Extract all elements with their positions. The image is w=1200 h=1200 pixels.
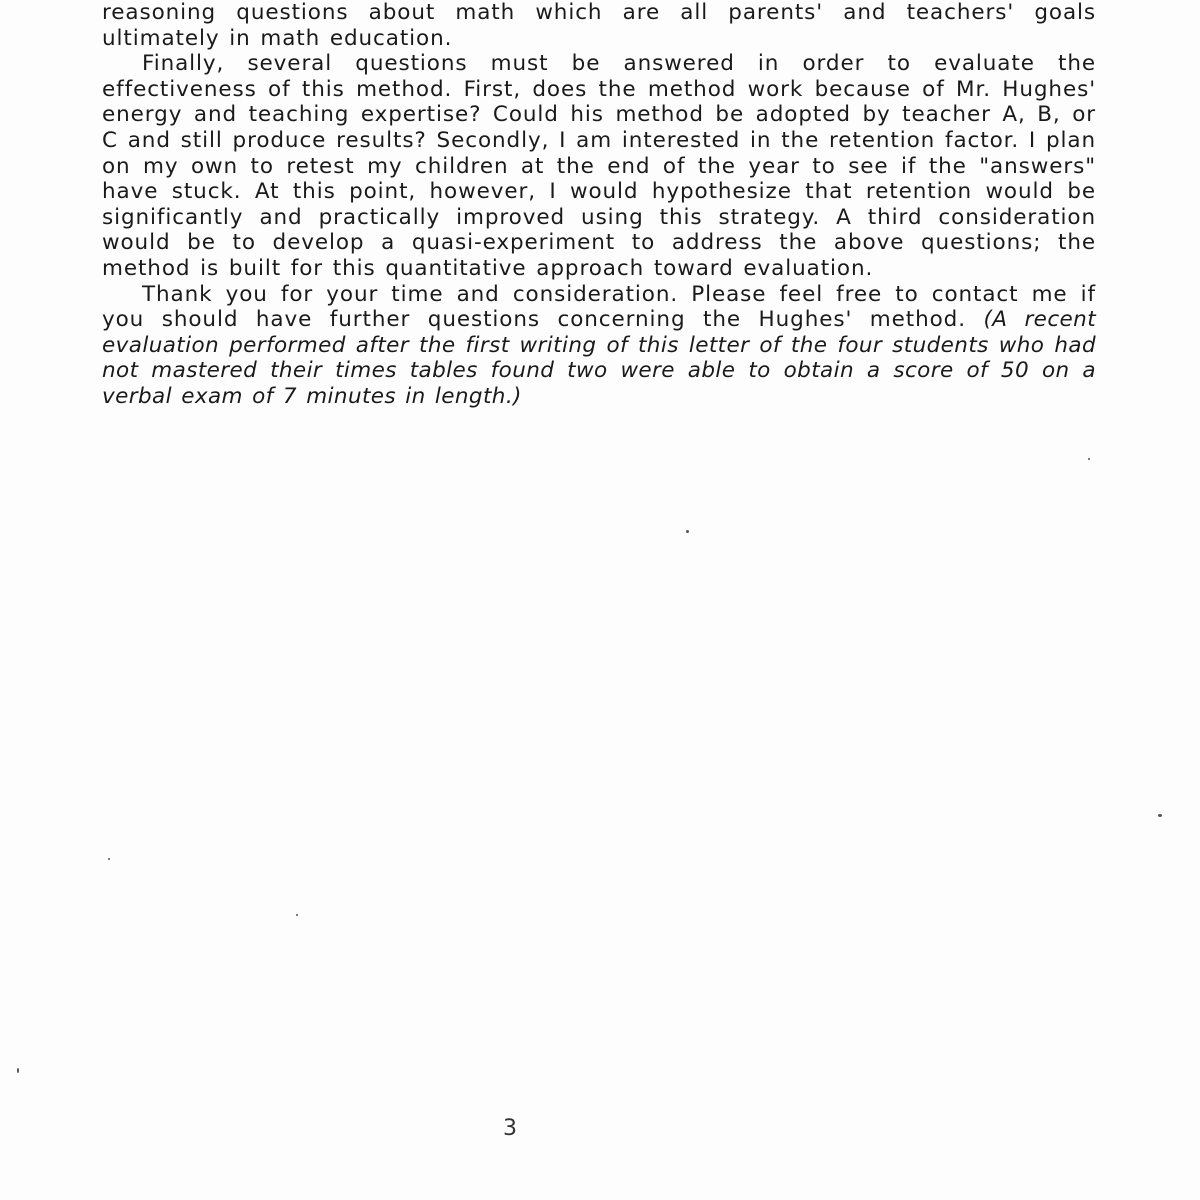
page-number: 3 <box>503 1116 517 1141</box>
scan-speck <box>686 530 689 533</box>
paragraph-evaluation-questions: Finally, several questions must be answered in order to evaluate the effectiveness of this method. First, does the method work because of Mr. Hughes' energy and teaching expertise? Could his method be adopted by teacher A, B, or C and still produce results? Secondly, I am interested in the retention factor. I plan on my own to retest my children at the end of the year to see if the "answers" have stuck. At this point, however, I would hypothesize that retention would be significantly and practically improved using this strategy. A third consideration would be to develop a quasi-experiment to address the above questions; the method is built for this quantitative approach toward evaluation. <box>102 51 1096 281</box>
evaluation-note: (A recent evaluation performed after the first writing of this letter of the four students who had not mastered their times tables found two were able to obtain a score of 50 on a verbal exam of 7 minutes in length.) <box>102 307 1097 409</box>
scan-speck <box>1158 814 1162 817</box>
scan-speck <box>296 914 298 916</box>
paragraph-continuation: reasoning questions about math which are all parents' and teachers' goals ultimately in math education. <box>102 0 1096 51</box>
scan-speck <box>1088 458 1090 460</box>
letter-body <box>102 0 1096 410</box>
scan-speck <box>108 858 110 860</box>
scan-speck <box>17 1068 19 1073</box>
paragraph-closing <box>102 282 1096 410</box>
closing-text: Thank you for your time and consideration. Please feel free to contact me if you should have further questions concerning the Hughes' method. <box>102 281 1096 333</box>
